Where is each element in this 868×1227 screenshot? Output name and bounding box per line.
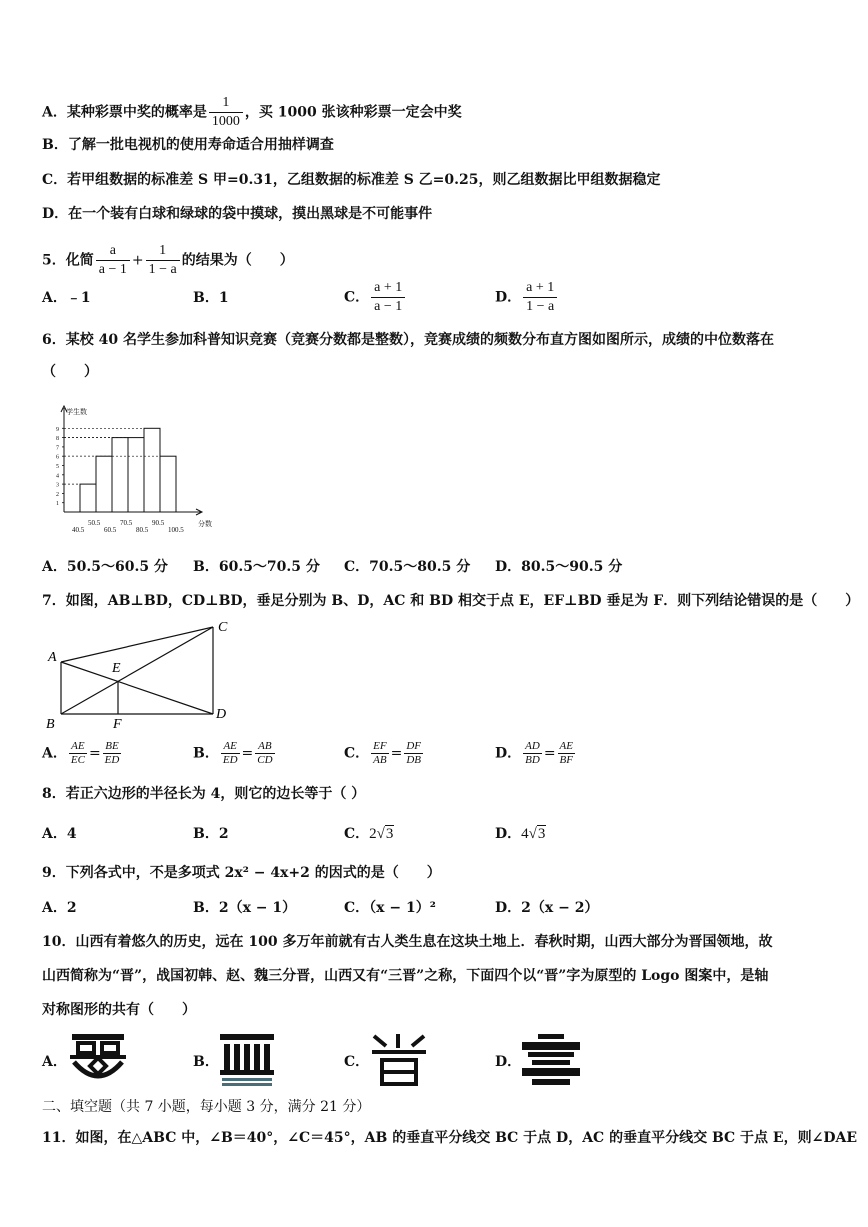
- q5-option-c: C． $\frac{a + 1}{a - 1}$: [344, 279, 407, 316]
- q8-question: 8．若正六边形的半径长为 4，则它的边长等于（ ）: [42, 786, 366, 802]
- y-tick-label: 2: [56, 491, 59, 498]
- section-2-title: 二、填空题（共 7 小题，每小题 3 分，满分 21 分）: [42, 1099, 371, 1115]
- jin-logo-a-image: [66, 1030, 130, 1090]
- x-tick-label: 60.5: [104, 526, 117, 534]
- y-tick-label: 9: [56, 426, 59, 433]
- y-tick-label: 3: [56, 482, 59, 489]
- histogram-bar: [160, 456, 176, 512]
- q8-option-b: B．2: [193, 826, 229, 842]
- q4-option-b: B．了解一批电视机的使用寿命适合用抽样调查: [42, 137, 334, 153]
- q7-option-d: D． $\frac{AD}{BD}$ = $\frac{AE}{BF}$: [495, 740, 573, 766]
- x-tick-label: 100.5: [168, 526, 184, 534]
- q8-option-c: C．2√3: [344, 826, 394, 842]
- y-tick-label: 5: [56, 464, 59, 470]
- jin-logo-d-image: [518, 1030, 584, 1090]
- label-f: F: [113, 717, 122, 732]
- q4-option-a-text: A．某种彩票中奖的概率是: [42, 104, 207, 121]
- q10-question-line3: 对称图形的共有（ ）: [42, 1002, 196, 1018]
- q5-fraction-2: $\frac{1}{1 - a}$: [146, 242, 180, 279]
- q10-option-d-label: D．: [495, 1054, 522, 1070]
- q9-option-d: D．2（x − 2）: [495, 900, 599, 916]
- x-tick-label: 50.5: [88, 519, 101, 527]
- q10-option-b-label: B．: [193, 1054, 219, 1070]
- x-tick-label: 70.5: [120, 519, 133, 527]
- q5-fraction-1: $\frac{a}{a - 1}$: [96, 242, 130, 279]
- q5-option-d: D． $\frac{a + 1}{1 - a}$: [495, 279, 559, 316]
- label-d: D: [216, 707, 227, 722]
- y-axis-label: 学生数: [66, 408, 87, 416]
- q7-geometry-figure: [42, 614, 242, 734]
- x-tick-label: 80.5: [136, 526, 149, 534]
- q6-question-line2: （ ）: [42, 364, 98, 380]
- q8-option-a: A．4: [42, 826, 77, 842]
- segment-ad: [61, 662, 213, 714]
- x-tick-label: 40.5: [72, 526, 85, 534]
- q7-question: 7．如图，AB⊥BD，CD⊥BD，垂足分别为 B、D，AC 和 BD 相交于点 E，EF⊥BD 垂足为 F．则下列结论错误的是（ ）: [42, 593, 860, 609]
- q7-option-b: B． $\frac{AE}{ED}$ = $\frac{AB}{CD}$: [193, 740, 273, 766]
- q6-question-line1: 6．某校 40 名学生参加科普知识竞赛（竞赛分数都是整数），竞赛成绩的频数分布直方图如图所示，成绩的中位数落在: [42, 332, 774, 348]
- x-axis-label: 分数: [198, 520, 212, 528]
- q8-option-d: D．4√3: [495, 826, 546, 842]
- q6-option-c: C．70.5～80.5 分: [344, 559, 471, 575]
- histogram-bar: [144, 428, 160, 512]
- q5-option-b: B．1: [193, 290, 229, 306]
- jin-logo-b-image: [216, 1030, 278, 1090]
- y-tick-label: 8: [56, 436, 59, 443]
- q6-option-a: A．50.5～60.5 分: [42, 559, 168, 575]
- q9-option-c: C．（x − 1）²: [344, 900, 436, 916]
- q10-option-a-label: A．: [42, 1054, 67, 1070]
- label-e: E: [112, 661, 121, 676]
- y-tick-label: 7: [56, 445, 59, 452]
- q4-option-a-fraction: $\frac{1}{1000}$: [209, 94, 243, 131]
- q4-option-c: C．若甲组数据的标准差 S 甲=0.31，乙组数据的标准差 S 乙=0.25，则乙组数据比甲组数据稳定: [42, 172, 661, 188]
- q6-option-b: B．60.5～70.5 分: [193, 559, 320, 575]
- y-tick-label: 6: [56, 454, 59, 461]
- jin-logo-c-image: [368, 1030, 430, 1090]
- histogram-bar: [128, 438, 144, 512]
- label-c: C: [218, 620, 228, 635]
- label-a: A: [48, 650, 57, 665]
- q11-question: 11．如图，在△ABC 中，∠B＝40°，∠C＝45°，AB 的垂直平分线交 BC 于点 D，AC 的垂直平分线交 BC 于点 E，则∠DAE: [42, 1130, 857, 1146]
- y-tick-label: 4: [56, 473, 59, 480]
- segment-bc: [61, 627, 213, 714]
- histogram-bar: [80, 484, 96, 512]
- q4-option-a: [42, 94, 462, 131]
- y-tick-label: 1: [56, 501, 59, 508]
- q4-option-d: D．在一个装有白球和绿球的袋中摸球，摸出黑球是不可能事件: [42, 206, 433, 222]
- q10-option-c-label: C．: [344, 1054, 370, 1070]
- q7-option-c: C． $\frac{EF}{AB}$ = $\frac{DF}{DB}$: [344, 740, 422, 766]
- histogram-bar: [112, 438, 128, 512]
- q4-option-a-text-2: ，买 1000 张该种彩票一定会中奖: [244, 104, 462, 121]
- q9-option-b: B．2（x − 1）: [193, 900, 297, 916]
- histogram-bar: [96, 456, 112, 512]
- q10-question-line1: 10．山西有着悠久的历史，远在 100 多万年前就有古人类生息在这块土地上．春秋时期，山西大部分为晋国领地，故: [42, 934, 773, 950]
- q5-option-a: A．﹣1: [42, 290, 91, 306]
- x-tick-label: 90.5: [152, 519, 165, 527]
- q9-option-a: A．2: [42, 900, 77, 916]
- q10-question-line2: 山西简称为“晋”，战国初韩、赵、魏三分晋，山西又有“三晋”之称，下面四个以“晋”字为原型的 Logo 图案中，是轴: [42, 968, 769, 984]
- segment-ac: [61, 627, 213, 662]
- q7-option-a: A． $\frac{AE}{EC}$ = $\frac{BE}{ED}$: [42, 740, 120, 766]
- q6-histogram: [42, 402, 222, 537]
- q5-question: 5．化简 $\frac{a}{a - 1}$ + $\frac{1}{1 - a}$ 的结果为（ ）: [42, 243, 294, 277]
- q9-question: 9．下列各式中，不是多项式 2x² − 4x+2 的因式的是（ ）: [42, 865, 441, 881]
- q6-option-d: D．80.5～90.5 分: [495, 559, 623, 575]
- label-b: B: [46, 717, 55, 732]
